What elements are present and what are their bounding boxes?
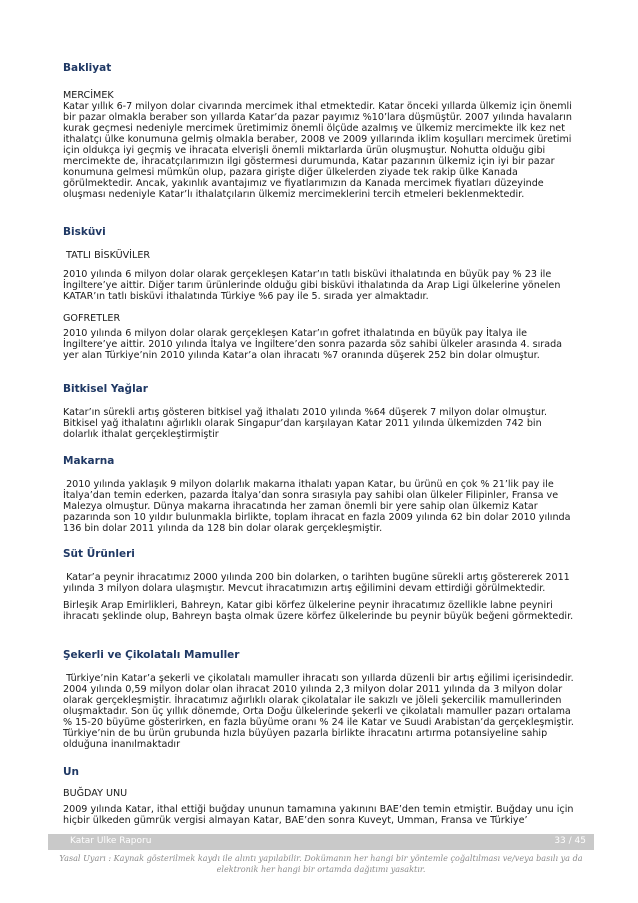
- section-bakliyat: [63, 62, 575, 200]
- paragraph: 2010 yılında yaklaşık 9 milyon dolarlık makarna ithalatı yapan Katar, bu ürünü en çok % 21’lik pay ile İtalya’dan temin ederken, pazarda İtalya’dan sonra sırasıyla pay sahibi olan ülkeler Filipinler, Fransa ve Malezya olmuştur. Dünya makarna ihracatında her zaman önemli bir yere sahip olan ülkemiz Katar pazarında son 10 yıldır bulunmakla birlikte, toplam ihracat en fazla 2009 yılında 62 bin dolar 2010 yılında 136 bin dolar 2011 yılında da 128 bin dolar olarak gerçekleşmiştir.: [63, 479, 574, 534]
- section-heading: Bakliyat: [63, 62, 112, 74]
- report-title: Katar Ulke Raporu: [70, 836, 152, 846]
- section-heading: Bisküvi: [63, 226, 106, 238]
- section-heading: Süt Ürünleri: [63, 548, 135, 560]
- subheading: GOFRETLER: [63, 313, 121, 324]
- report-content: [63, 62, 578, 826]
- section-heading: Makarna: [63, 455, 115, 467]
- subheading: TATLI BİSKÜVİLER: [63, 250, 151, 261]
- section-biskuvi: [63, 226, 575, 361]
- paragraph: 2010 yılında 6 milyon dolar olarak gerçekleşen Katar’ın tatlı bisküvi ithalatında en büyük pay % 23 ile İngiltere’ye aittir. Diğer tarım ürünlerinde olduğu gibi bisküvi ithalatında da Arap Ligi ülkelerine yönelen KATAR’ın tatlı bisküvi ithalatında Türkiye %6 pay ile 5. sırada yer almaktadır.: [63, 269, 561, 302]
- paragraph: Türkiye’nin Katar’a şekerli ve çikolatalı mamuller ihracatı son yıllarda düzenli bir artış eğilimi içerisindedir. 2004 yılında 0,59 milyon dolar olan ihracat 2010 yılında 2,3 milyon dolar 2011 yılında da 3 milyon dolar olarak gerçekleşmiştir. İhracatımız ağırlıklı olarak çikolatalar ile sakızlı ve jöleli şekercilik mamullerinden oluşmaktadır. Son üç yıllık dönemde, Orta Doğu ülkelerinde şekerli ve çikolatalı mamuller pazarı ortalama % 15-20 büyüme gösterirken, en fazla büyüme oranı % 24 ile Katar ve Suudi Arabistan’da gerçekleşmiştir. Türkiye’nin de bu ürün grubunda hızla büyüyen pazarla birlikte ihracatını artırma potansiyeline sahip olduğuna inanılmaktadır: [63, 673, 578, 750]
- section-un: [63, 766, 575, 826]
- paragraph: Birleşik Arap Emirlikleri, Bahreyn, Katar gibi körfez ülkelerine peynir ihracatımız özellikle labne peyniri ihracatı şeklinde olup, Bahreyn başta olmak üzere körfez ülkelerinde bu peynir büyük beğeni görmektedir.: [63, 600, 574, 622]
- page-number: 33 / 45: [554, 836, 586, 846]
- section-sekerli-cikolatali: [63, 649, 578, 750]
- legal-notice: Yasal Uyarı : Kaynak gösterilmek kaydı ile alıntı yapılabilir. Dokümanın her hangi bir yöntemle çoğaltılması ve/veya basılı ya da elektronik her hangi bir ortamda dağıtımı yasaktır.: [59, 853, 583, 874]
- section-makarna: [63, 455, 575, 534]
- subheading: BUĞDAY UNU: [63, 788, 128, 799]
- section-sut-urunleri: [63, 548, 575, 622]
- section-bitkisel-yaglar: [63, 383, 575, 440]
- section-heading: Bitkisel Yağlar: [63, 383, 148, 395]
- subheading: MERCİMEK: [63, 90, 114, 101]
- footer-bar: [48, 834, 594, 850]
- paragraph: Katar’a peynir ihracatımız 2000 yılında 200 bin dolarken, o tarihten bugüne sürekli artış göstererek 2011 yılında 3 milyon dolara ulaşmıştır. Mevcut ihracatımızın artış eğilimini devam ettirdiği görülmektedir.: [63, 572, 573, 594]
- section-heading: Un: [63, 766, 80, 778]
- paragraph: Katar’ın sürekli artış gösteren bitkisel yağ ithalatı 2010 yılında %64 düşerek 7 milyon dolar olmuştur. Bitkisel yağ ithalatını ağırlıklı olarak Singapur’dan karşılayan Katar 2011 yılında ülkemizden 742 bin dolarlık ithalat gerçekleştirmiştir: [63, 407, 548, 440]
- paragraph: Katar yıllık 6-7 milyon dolar civarında mercimek ithal etmektedir. Katar önceki yıllarda ülkemiz için önemli bir pazar olmakla beraber son yıllarda Katar’da pazar payımız %10’lara düşmüştür. 2007 yılında havaların kurak geçmesi nedeniyle mercimek üretimimiz önemli ölçüde azalmış ve ülkemiz mercimekte ilk kez net ithalatçı ülke konumuna gelmiş olmakla beraber, 2008 ve 2009 yıllarında iklim koşulları mercimek üretimi için oldukça iyi geçmiş ve ihracata elverişli önemli miktarlarda ürün oluşmuştur. Nohutta olduğu gibi mercimekte de, ihracatçılarımızın ilgi göstermesi durumunda, Katar pazarının ülkemiz için iyi bir pazar konumuna gelmesi mümkün olup, pazara girişte diğer ülkelerden ziyade tek rakip ülke Kanada görülmektedir. Ancak, yakınlık avantajımız ve fiyatlarımızın da Kanada mercimek fiyatları düzeyinde oluşması nedeniyle Katar’lı ithalatçıların ülkemiz mercimeklerini tercih etmeleri beklenmektedir.: [63, 101, 572, 200]
- paragraph: 2010 yılında 6 milyon dolar olarak gerçekleşen Katar’ın gofret ithalatında en büyük pay İtalya ile İngiltere’ye aittir. 2010 yılında İtalya ve İngiltere’den sonra pazarda söz sahibi ülkeler arasında 4. sırada yer alan Türkiye’nin 2010 yılında Katar’a olan ihracatı %7 oranında düşerek 252 bin dolar olmuştur.: [63, 328, 563, 361]
- paragraph: 2009 yılında Katar, ithal ettiği buğday ununun tamamına yakınını BAE’den temin etmiştir. Buğday unu için hiçbir ülkeden gümrük vergisi almayan Katar, BAE’den sonra Kuveyt, Umman, Fransa ve Türkiye’: [63, 804, 574, 826]
- section-heading: Şekerli ve Çikolatalı Mamuller: [63, 649, 240, 661]
